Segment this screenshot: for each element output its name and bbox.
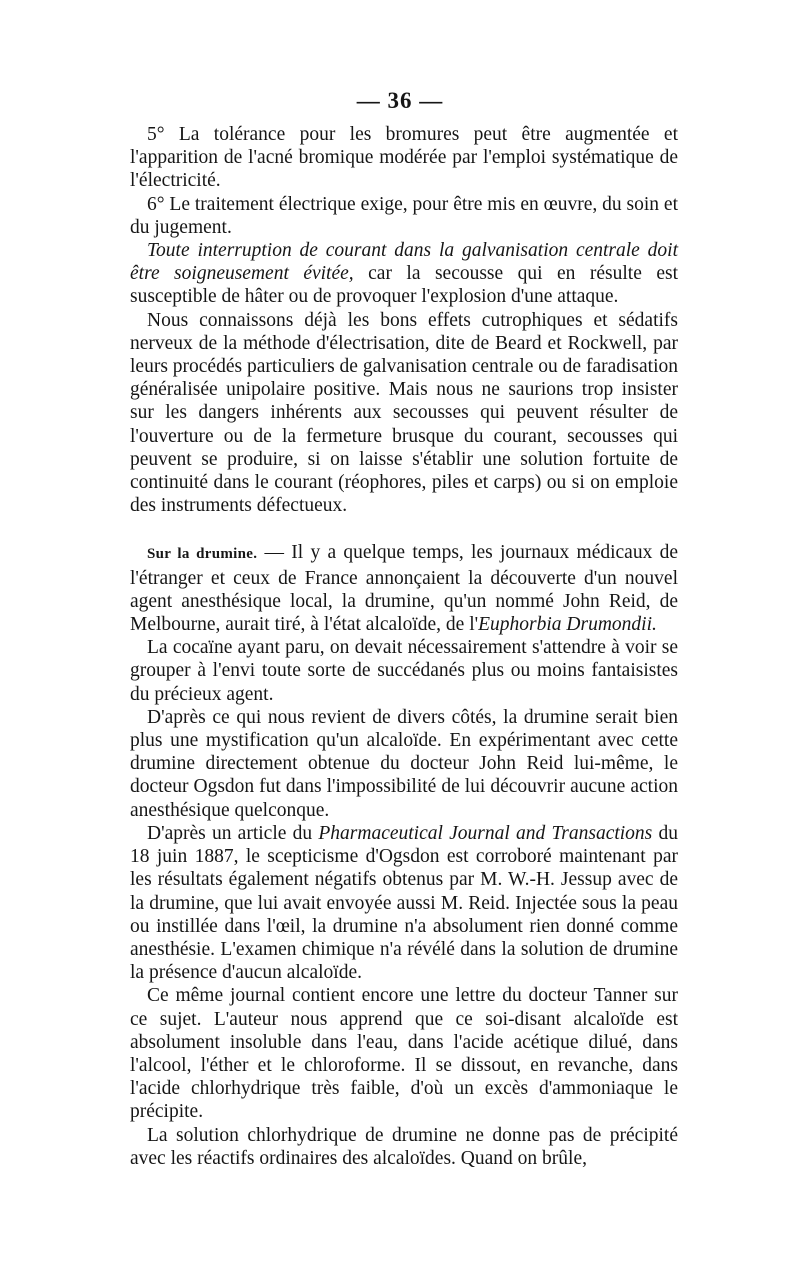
paragraph-beard-rockwell: Nous connaissons déjà les bons effets cutrophiques et sédatifs nerveux de la méthode d'électrisation, dite de Beard et Rockwell, par leurs procédés particuliers de galvanisation centrale ou de faradisation généralisée unipolaire positive. Mais nous ne saurions trop insister sur les dangers inhérents aux secousses qui peuvent résulter de l'ouverture ou de la fermeture brusque du courant, secousses qui peuvent se produire, si on laisse s'établir une solution fortuite de continuité dans le courant (réophores, piles et carps) ou si on emploie des instruments défectueux. [130,309,678,517]
italic-warning: Toute interruption de courant dans la galvanisation centrale doit être soigneusement évitée, [130,240,678,285]
page-number: — 36 — [356,88,444,113]
paragraph-interruption [130,239,678,309]
paragraph-point-5: 5° La tolérance pour les bromures peut être augmentée et l'apparition de l'acné bromique modérée par l'emploi systématique de l'électricité. [130,124,678,192]
paragraph-text: D'après un article du [147,822,319,844]
body-text [130,123,678,1170]
italic-species: Euphorbia Drumondii. [478,614,657,636]
paragraph-text: — Il y a quelque temps, les journaux médicaux de l'étranger et ceux de France annonçaient la découverte d'un nouvel agent anesthésique local, la drumine, qu'un nommé John Reid, de Melbourne, aurait tiré, à l'état alcaloïde, de l' [130,542,678,636]
paragraph-cocaine: La cocaïne ayant paru, on devait nécessairement s'attendre à voir se grouper à l'envi toute sorte de succédanés plus ou moins fantaisistes du précieux agent. [130,637,678,705]
paragraph-solution: La solution chlorhydrique de drumine ne donne pas de précipité avec les réactifs ordinaires des alcaloïdes. Quand on brûle, [130,1124,678,1169]
paragraph-text: car la secousse qui en résulte est susceptible de hâter ou de provoquer l'explosion d'une attaque. [130,263,678,308]
paragraph-tanner: Ce même journal contient encore une lettre du docteur Tanner sur ce sujet. L'auteur nous apprend que ce soi-disant alcaloïde est absolument insoluble dans l'eau, dans l'acide acétique dilué, dans l'alcool, l'éther et le chloroforme. Il se dissout, en revanche, dans l'acide chlorhydrique très faible, d'où un excès d'ammoniaque le précipite. [130,985,678,1123]
section-heading: Sur la drumine. [147,546,258,563]
paragraph-ogsdon: D'après ce qui nous revient de divers côtés, la drumine serait bien plus une mystification qu'un alcaloïde. En expérimentant avec cette drumine directement obtenue du docteur John Reid lui-même, le docteur Ogsdon fut dans l'impossibilité de lui découvrir aucune action anesthésique quelconque. [130,706,678,821]
paragraph-point-6: 6° Le traitement électrique exige, pour être mis en œuvre, du soin et du jugement. [130,193,678,238]
paragraph-journal [130,822,678,984]
paragraph-text: du 18 juin 1887, le scepticisme d'Ogsdon est corroboré maintenant par les résultats également négatifs obtenus par M. W.-H. Jessup avec de la drumine, que lui avait envoyée aussi M. Reid. Injectée sous la peau ou instillée dans l'œil, la drumine n'a absolument rien donné comme anesthésie. L'examen chimique n'a révélé dans la solution de drumine la présence d'aucun alcaloïde. [130,822,679,984]
paragraph-drumine-intro [130,541,678,636]
italic-journal-title: Pharmaceutical Journal and Transactions [318,822,653,844]
